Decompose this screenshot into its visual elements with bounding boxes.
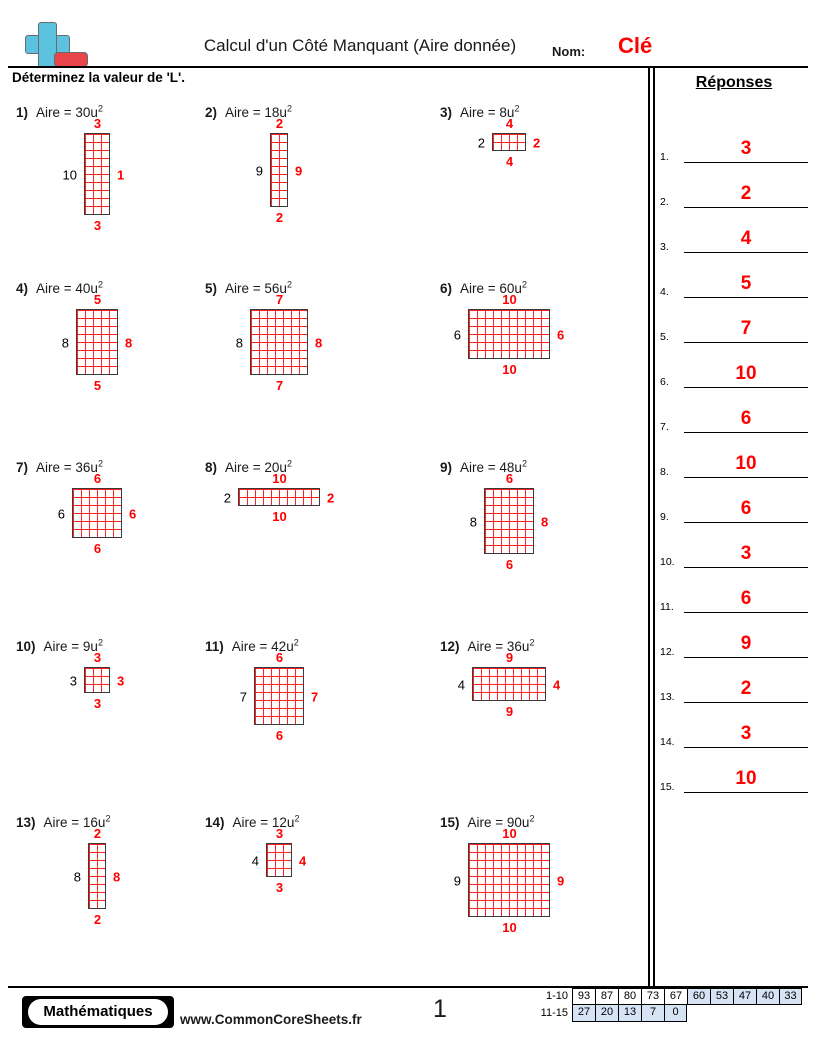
rectangle-figure — [453, 826, 564, 932]
area-exponent: 2 — [105, 813, 111, 823]
score-cell: 87 — [595, 988, 618, 1005]
side-label-bottom: 7 — [275, 379, 284, 390]
area-value: Aire = 8u — [460, 104, 515, 120]
side-label-top: 3 — [275, 826, 284, 841]
area-value: Aire = 20u — [225, 459, 287, 475]
area-exponent: 2 — [529, 813, 535, 823]
score-cell: 80 — [618, 988, 641, 1005]
area-exponent: 2 — [521, 279, 527, 289]
answer-value[interactable]: 3 — [740, 543, 752, 564]
area-value: Aire = 12u — [232, 814, 295, 830]
side-label-right: 8 — [315, 336, 322, 349]
instruction-text: Déterminez la valeur de 'L'. — [12, 70, 185, 85]
side-label-top: 2 — [93, 826, 102, 841]
problem-heading — [440, 458, 527, 475]
answer-value[interactable]: 7 — [740, 318, 752, 339]
problem-heading — [440, 637, 534, 654]
area-exponent: 2 — [294, 813, 300, 823]
problem-number: 11) — [205, 638, 224, 654]
problem-heading — [16, 458, 103, 475]
score-row — [528, 988, 802, 1005]
answer-row — [660, 118, 808, 163]
rectangle-figure — [62, 116, 124, 230]
rectangle-figure — [57, 471, 136, 553]
answer-row — [660, 658, 808, 703]
problem-area-text — [468, 815, 535, 830]
side-label-top: 7 — [275, 292, 284, 307]
problem-number: 1) — [16, 104, 29, 120]
side-label-bottom: 3 — [93, 697, 102, 708]
side-label-left: 8 — [73, 869, 81, 884]
side-label-right: 4 — [299, 854, 306, 867]
rectangle-figure — [251, 826, 306, 892]
side-label-right: 3 — [117, 674, 124, 687]
area-grid — [492, 133, 526, 151]
side-label-left: 8 — [469, 514, 477, 529]
area-grid — [72, 488, 122, 538]
answer-index: 4. — [660, 286, 669, 298]
page-title: Calcul d'un Côté Manquant (Aire donnée) — [203, 36, 517, 55]
area-grid — [238, 488, 320, 506]
side-label-right: 9 — [295, 164, 302, 177]
answer-row — [660, 253, 808, 298]
score-cell: 67 — [664, 988, 687, 1005]
problem-heading — [440, 813, 534, 830]
side-label-top: 10 — [502, 826, 517, 841]
problem-heading — [205, 637, 299, 654]
side-label-left: 8 — [61, 335, 69, 350]
area-value: Aire = 90u — [467, 814, 530, 830]
side-label-right: 8 — [125, 336, 132, 349]
area-grid — [250, 309, 308, 375]
side-label-left: 6 — [57, 506, 65, 521]
answer-value[interactable]: 10 — [735, 453, 757, 474]
column-divider-right — [653, 66, 655, 986]
problem-number: 3) — [440, 104, 453, 120]
answer-value[interactable]: 10 — [735, 363, 757, 384]
answer-value[interactable]: 10 — [735, 768, 757, 789]
problem-heading — [205, 813, 299, 830]
answer-row — [660, 703, 808, 748]
website-url: www.CommonCoreSheets.fr — [180, 1012, 362, 1027]
rectangle-figure — [255, 116, 302, 222]
area-value: Aire = 36u — [467, 638, 530, 654]
answer-blank-line — [684, 792, 808, 793]
side-label-left: 2 — [477, 135, 485, 150]
answer-row — [660, 343, 808, 388]
answer-index: 10. — [660, 556, 675, 568]
answers-title: Réponses — [695, 74, 773, 91]
answer-value[interactable]: 6 — [740, 408, 752, 429]
problem-heading — [16, 637, 103, 654]
side-label-left: 3 — [69, 673, 77, 688]
area-exponent: 2 — [97, 279, 103, 289]
score-cell: 33 — [779, 988, 802, 1005]
problem-number: 15) — [440, 814, 460, 830]
answer-index: 14. — [660, 736, 675, 748]
area-grid — [254, 667, 304, 725]
answer-value[interactable]: 6 — [740, 498, 752, 519]
score-row-label: 1-10 — [545, 990, 568, 1002]
score-row — [528, 1005, 802, 1022]
problem-number: 8) — [205, 459, 218, 475]
problem-number: 7) — [16, 459, 29, 475]
side-label-right: 2 — [533, 136, 540, 149]
area-exponent: 2 — [293, 637, 299, 647]
side-label-top: 6 — [275, 650, 284, 665]
answer-row — [660, 433, 808, 478]
problem-area-text — [460, 281, 527, 296]
area-value: Aire = 9u — [43, 638, 98, 654]
side-label-bottom: 4 — [505, 155, 514, 166]
area-grid — [266, 843, 292, 877]
area-value: Aire = 16u — [43, 814, 106, 830]
side-label-bottom: 2 — [275, 211, 284, 222]
problem-number: 10) — [16, 638, 36, 654]
side-label-bottom: 10 — [272, 510, 287, 521]
area-grid — [468, 309, 550, 359]
side-label-left: 4 — [457, 677, 465, 692]
answer-row — [660, 748, 808, 793]
problem-area-text — [460, 460, 527, 475]
page-number: 1 — [433, 995, 447, 1023]
area-grid — [84, 667, 110, 693]
answer-index: 9. — [660, 511, 669, 523]
side-label-bottom: 5 — [93, 379, 102, 390]
problem-number: 4) — [16, 280, 29, 296]
subject-badge — [22, 996, 174, 1028]
problem-number: 2) — [205, 104, 218, 120]
side-label-right: 8 — [113, 870, 120, 883]
side-label-left: 9 — [453, 873, 461, 888]
score-cell: 53 — [710, 988, 733, 1005]
side-label-left: 9 — [255, 163, 263, 178]
column-divider-left — [648, 66, 650, 986]
area-value: Aire = 30u — [36, 104, 98, 120]
area-exponent: 2 — [286, 279, 292, 289]
area-grid — [270, 133, 288, 207]
side-label-top: 10 — [272, 471, 287, 486]
answer-index: 1. — [660, 151, 669, 163]
answer-value[interactable]: 3 — [740, 723, 752, 744]
side-label-left: 8 — [235, 335, 243, 350]
answer-index: 11. — [660, 601, 674, 613]
side-label-right: 1 — [117, 168, 124, 181]
answer-value[interactable]: 3 — [740, 138, 752, 159]
answer-row — [660, 388, 808, 433]
rectangle-figure — [469, 471, 548, 569]
side-label-top: 6 — [93, 471, 102, 486]
side-label-right: 2 — [327, 491, 334, 504]
answer-index: 13. — [660, 691, 675, 703]
subject-badge-label: Mathématiques — [28, 999, 168, 1025]
area-grid — [84, 133, 110, 215]
area-exponent: 2 — [286, 103, 292, 113]
score-cell: 60 — [687, 988, 710, 1005]
answer-row — [660, 568, 808, 613]
score-cell: 27 — [572, 1005, 595, 1022]
area-grid — [76, 309, 118, 375]
problem-heading — [16, 103, 103, 120]
problem-heading — [16, 279, 103, 296]
side-label-top: 3 — [93, 116, 102, 131]
answer-index: 8. — [660, 466, 669, 478]
side-label-bottom: 3 — [275, 881, 284, 892]
problem-number: 13) — [16, 814, 36, 830]
area-value: Aire = 18u — [225, 104, 287, 120]
problem-number: 5) — [205, 280, 218, 296]
area-exponent: 2 — [97, 637, 103, 647]
rectangle-figure — [477, 116, 540, 166]
logo-minus-bar — [54, 52, 88, 67]
side-label-right: 7 — [311, 690, 318, 703]
answer-value[interactable]: 4 — [740, 228, 752, 249]
side-label-bottom: 6 — [275, 729, 284, 740]
area-grid — [468, 843, 550, 917]
problem-area-text — [232, 639, 299, 654]
answer-index: 12. — [660, 646, 675, 658]
area-value: Aire = 56u — [225, 280, 287, 296]
side-label-right: 8 — [541, 515, 548, 528]
side-label-top: 10 — [502, 292, 517, 307]
answer-row — [660, 478, 808, 523]
side-label-left: 2 — [223, 490, 231, 505]
answer-value[interactable]: 2 — [740, 183, 752, 204]
area-exponent: 2 — [97, 458, 103, 468]
answer-index: 15. — [660, 781, 675, 793]
side-label-right: 6 — [557, 328, 564, 341]
answer-value[interactable]: 2 — [740, 678, 752, 699]
area-value: Aire = 40u — [36, 280, 98, 296]
side-label-right: 6 — [129, 507, 136, 520]
area-value: Aire = 48u — [460, 459, 522, 475]
problem-number: 9) — [440, 459, 453, 475]
side-label-left: 4 — [251, 853, 259, 868]
side-label-left: 7 — [239, 689, 247, 704]
answer-value[interactable]: 5 — [740, 273, 752, 294]
side-label-bottom: 10 — [502, 921, 517, 932]
area-exponent: 2 — [514, 103, 520, 113]
area-exponent: 2 — [286, 458, 292, 468]
problem-area-text — [233, 815, 300, 830]
rectangle-figure — [235, 292, 322, 390]
side-label-bottom: 10 — [502, 363, 517, 374]
plus-minus-logo-icon — [16, 22, 88, 66]
answer-index: 5. — [660, 331, 669, 343]
score-cell: 20 — [595, 1005, 618, 1022]
answer-row — [660, 523, 808, 568]
answer-value[interactable]: 9 — [740, 633, 752, 654]
side-label-top: 4 — [505, 116, 514, 131]
side-label-top: 3 — [93, 650, 102, 665]
side-label-left: 10 — [62, 167, 77, 182]
side-label-right: 9 — [557, 874, 564, 887]
page-header — [0, 0, 816, 68]
score-cell: 7 — [641, 1005, 664, 1022]
area-grid — [484, 488, 534, 554]
answer-index: 3. — [660, 241, 669, 253]
rectangle-figure — [453, 292, 564, 374]
side-label-left: 6 — [453, 327, 461, 342]
side-label-bottom: 6 — [93, 542, 102, 553]
side-label-bottom: 9 — [505, 705, 514, 716]
side-label-bottom: 2 — [93, 913, 102, 924]
area-exponent: 2 — [97, 103, 103, 113]
answer-row — [660, 208, 808, 253]
problem-number: 14) — [205, 814, 225, 830]
area-value: Aire = 60u — [460, 280, 522, 296]
area-exponent: 2 — [521, 458, 527, 468]
rectangle-figure — [223, 471, 334, 521]
name-value: Clé — [618, 33, 653, 58]
answer-row — [660, 163, 808, 208]
score-cell: 13 — [618, 1005, 641, 1022]
area-value: Aire = 42u — [231, 638, 294, 654]
side-label-right: 4 — [553, 678, 560, 691]
score-cell: 40 — [756, 988, 779, 1005]
score-cell: 73 — [641, 988, 664, 1005]
answer-index: 7. — [660, 421, 669, 433]
problem-number: 12) — [440, 638, 460, 654]
area-exponent: 2 — [529, 637, 535, 647]
answer-index: 2. — [660, 196, 669, 208]
answer-row — [660, 613, 808, 658]
side-label-top: 9 — [505, 650, 514, 665]
answers-panel — [660, 68, 808, 793]
score-table — [528, 988, 802, 1022]
rectangle-figure — [69, 650, 124, 708]
area-grid — [88, 843, 106, 909]
answer-row — [660, 298, 808, 343]
problem-number: 6) — [440, 280, 453, 296]
answer-value[interactable]: 6 — [740, 588, 752, 609]
problem-area-text — [468, 639, 535, 654]
score-row-label: 11-15 — [540, 1007, 568, 1019]
answer-index: 6. — [660, 376, 669, 388]
area-value: Aire = 36u — [36, 459, 98, 475]
rectangle-figure — [61, 292, 132, 390]
score-cell: 0 — [664, 1005, 687, 1022]
side-label-top: 5 — [93, 292, 102, 307]
side-label-top: 2 — [275, 116, 284, 131]
rectangle-figure — [73, 826, 120, 924]
side-label-bottom: 3 — [93, 219, 102, 230]
side-label-top: 6 — [505, 471, 514, 486]
score-cell: 47 — [733, 988, 756, 1005]
side-label-bottom: 6 — [505, 558, 514, 569]
rectangle-figure — [457, 650, 560, 716]
score-cell: 93 — [572, 988, 595, 1005]
area-grid — [472, 667, 546, 701]
rectangle-figure — [239, 650, 318, 740]
name-label: Nom: — [552, 44, 586, 59]
